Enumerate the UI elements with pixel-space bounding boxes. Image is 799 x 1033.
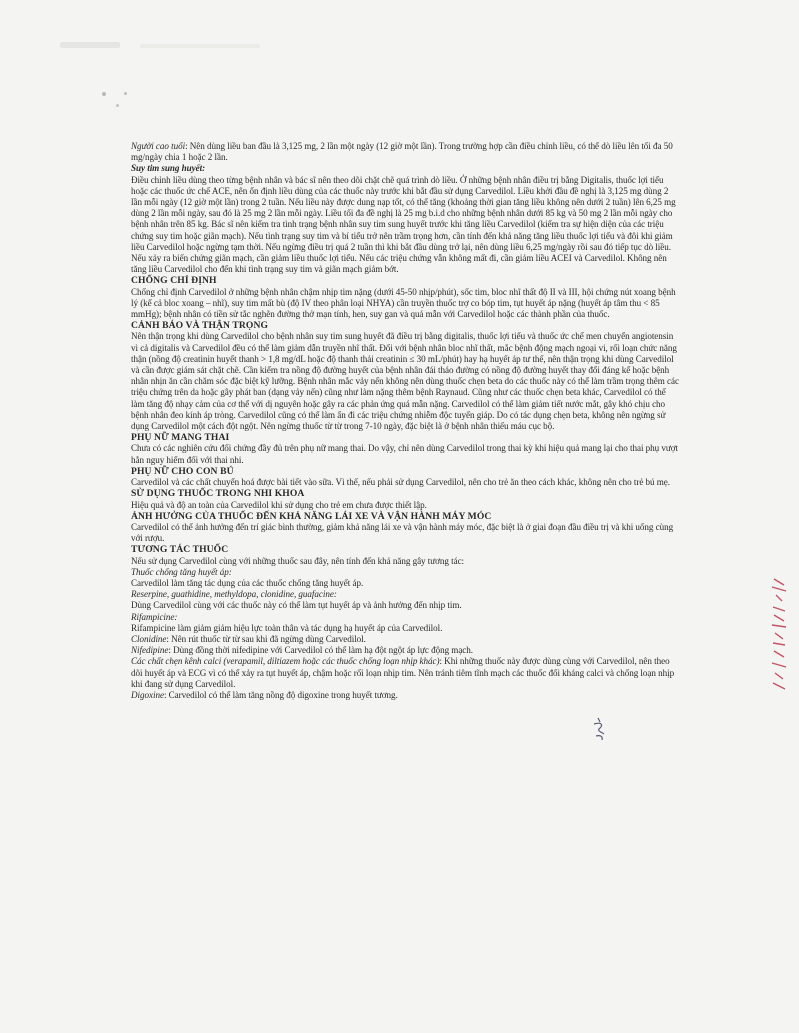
interaction-item bbox=[131, 690, 679, 701]
heart-failure-paragraph: Điều chỉnh liều dùng theo từng bệnh nhân và bác sĩ nên theo dõi chặt chẽ quá trình dò liều. Ở những bệnh nhân điều trị bằng Digitalis, thuốc lợi tiểu hoặc các thuốc ức chế ACE, nên ổn định liều dùng của các thuốc này trước khi bắt đầu sử dụng Carvedilol. Liều khởi đầu đề nghị là 3,125 mg dùng 2 lần mỗi ngày (12 giờ một lần) trong 2 tuần. Nếu liều này được dung nạp tốt, có thể tăng (khoảng thời gian tăng liều không nên dưới 2 tuần) lên 6,25 mg dùng 2 lần mỗi ngày, sau đó là 25 mg 2 lần mỗi ngày. Liều tối đa đề nghị là 25 mg b.i.d cho những bệnh nhân dưới 85 kg và 50 mg 2 lần mỗi ngày cho bệnh nhân trên 85 kg. Bác sĩ nên kiểm tra tình trạng bệnh nhân suy tim sung huyết trước khi tăng liều Carvedilol (kiểm tra sự hiện diện của các triệu chứng suy tim hoặc giãn mạch). Nếu tình trạng suy tim và bí tiểu trở nên trầm trọng hơn, cần tính đến khả năng tăng liều thuốc lợi tiểu và đôi khi giảm liều Carvedilol hoặc ngừng tạm thời. Nếu ngừng điều trị quá 2 tuần thì khi bắt đầu dùng trở lại, nên dùng liều 6,25 mg/ngày rồi sau đó tiếp tục dò liều. Nếu xảy ra biến chứng giãn mạch, cần giảm liều thuốc lợi tiểu. Nếu các triệu chứng vẫn không mất đi, cần giảm liều ACEI và Carvedilol. Không nên tăng liều Carvedilol cho đến khi tình trạng suy tim và giãn mạch giảm bớt. bbox=[131, 174, 676, 275]
warnings-heading: CẢNH BÁO VÀ THẬN TRỌNG bbox=[131, 320, 269, 332]
pediatrics-paragraph: Hiệu quả và độ an toàn của Carvedilol khi sử dụng cho trẻ em chưa được thiết lập. bbox=[131, 499, 427, 510]
red-stamp bbox=[768, 575, 790, 695]
interaction-label: Nifedipine bbox=[131, 645, 169, 656]
interaction-item bbox=[131, 578, 679, 589]
elderly-text: : Nên dùng liều ban đầu là 3,125 mg, 2 lần một ngày (12 giờ một lần). Trong trường hợp cần điều chỉnh liều, có thể dò liều lên tối đa 50 mg/ngày chia 1 hoặc 2 lần. bbox=[131, 141, 673, 163]
driving-heading: ẢNH HƯỞNG CỦA THUỐC ĐẾN KHẢ NĂNG LÁI XE VÀ VẬN HÀNH MÁY MÓC bbox=[131, 510, 492, 522]
breastfeeding-heading: PHỤ NỮ CHO CON BÚ bbox=[131, 465, 234, 477]
interaction-label: Rifampicine: bbox=[131, 611, 178, 622]
interaction-label: Reserpine, guathidine, methyldopa, clonidine, guafacine: bbox=[131, 589, 337, 600]
handwritten-initial bbox=[588, 716, 610, 742]
document-body bbox=[131, 141, 679, 701]
interaction-label: Thuốc chống tăng huyết áp: bbox=[131, 566, 232, 577]
heart-failure-heading: Suy tim sung huyết: bbox=[131, 163, 206, 174]
elderly-dosage bbox=[131, 141, 679, 163]
scan-artifact bbox=[124, 92, 127, 95]
interactions-intro: Nếu sử dụng Carvedilol cùng với những thuốc sau đây, nên tính đến khả năng gây tương tác: bbox=[131, 555, 465, 566]
interactions-heading: TƯƠNG TÁC THUỐC bbox=[131, 544, 229, 556]
interaction-label: Các chất chẹn kênh calci (verapamil, diltiazem hoặc các thuốc chống loạn nhịp khác) bbox=[131, 656, 440, 667]
interaction-item bbox=[131, 567, 679, 578]
contraindications-paragraph: Chống chỉ định Carvedilol ở những bệnh nhân chậm nhịp tim nặng (dưới 45-50 nhịp/phút), sốc tim, bloc nhĩ thất độ II và III, hội chứng nút xoang bệnh lý (kể cả bloc xoang – nhĩ), suy tim mất bù (độ IV theo phân loại NHYA) cần truyền thuốc trợ co bóp tim, tụt huyết áp nặng (huyết áp tâm thu < 85 mmHg); bệnh nhân có tiền sử tắc nghẽn đường thở mạn tính, hen, suy gan và quá mẫn với Carvedilol hoặc các thành phần của thuốc. bbox=[131, 286, 676, 320]
interaction-text: Rifampicine làm giảm giảm hiệu lực toàn thân và tác dụng hạ huyết áp của Carvedilol. bbox=[131, 622, 443, 633]
pregnancy-heading: PHỤ NỮ MANG THAI bbox=[131, 432, 230, 444]
interaction-item bbox=[131, 612, 679, 623]
interaction-text: Carvedilol làm tăng tác dụng của các thuốc chống tăng huyết áp. bbox=[131, 577, 364, 588]
interaction-label: Clonidine bbox=[131, 633, 167, 644]
warnings-paragraph: Nên thận trọng khi dùng Carvedilol cho bệnh nhân suy tim sung huyết đã điều trị bằng digitalis, thuốc lợi tiểu và thuốc ức chế men chuyển angiotensin vì cả digitalis và Carvedilol đều có thể làm giảm dẫn truyền nhĩ thất. Đối với bệnh nhân bloc nhĩ thất, mắc bệnh động mạch ngoại vi, rối loạn chức năng thận (nồng độ creatinin huyết thanh > 1,8 mg/dL hoặc độ thanh thải creatinin ≤ 30 mL/phút) hay hạ huyết áp tư thế, nên thận trọng khi dùng Carvedilol và cần được giám sát chặt chẽ. Cần kiểm tra nồng độ đường huyết của bệnh nhân đái tháo đường có nồng độ đường huyết thay đổi đáng kể hoặc bệnh nhân nhịn ăn cần chăm sóc đặc biệt kỹ lưỡng. Bệnh nhân mắc vảy nến không nên dùng thuốc chẹn beta do các thuốc này có thể làm trầm trọng thêm các triệu chứng trên da hoặc gây phát ban (dạng vảy nến) cũng như làm nặng thêm bệnh Raynaud. Cũng như các thuốc chẹn beta khác, Carvedilol có thể làm tăng độ nhạy cảm của cơ thể với dị nguyên hoặc gây ra các phản ứng quá mẫn nặng. Carvedilol có thể làm giảm tiết nước mắt, gây khó chịu cho bệnh nhân đeo kính áp tròng. Carvedilol cũng có thể làm ẩn đi các triệu chứng nhiễm độc tuyến giáp. Do có tác dụng chẹn beta, không nên ngừng sử dụng Carvedilol một cách đột ngột. Nên ngừng thuốc từ từ trong 7-10 ngày, đặc biệt là ở bệnh nhân thiếu máu cục bộ. bbox=[131, 331, 679, 432]
elderly-label: Người cao tuổi bbox=[131, 141, 186, 151]
pregnancy-paragraph: Chưa có các nghiên cứu đối chứng đầy đủ trên phụ nữ mang thai. Do vậy, chỉ nên dùng Carvedilol trong thai kỳ khi hiệu quả mang lại cho thai phụ vượt hẳn nguy hiểm đối với thai nhi. bbox=[131, 443, 679, 465]
interaction-item bbox=[131, 656, 679, 690]
driving-paragraph: Carvedilol có thể ảnh hưởng đến trí giác bình thường, giảm khả năng lái xe và vận hành máy móc, đặc biệt là ở giai đoạn đầu điều trị và khi uống cùng với rượu. bbox=[131, 521, 674, 544]
scan-artifact bbox=[102, 92, 106, 96]
breastfeeding-paragraph: Carvedilol và các chất chuyển hoá được bài tiết vào sữa. Vì thế, nếu phải sử dụng Carvedilol, nên cho trẻ ăn theo cách khác, không nên cho trẻ bú mẹ. bbox=[131, 477, 670, 488]
interaction-item bbox=[131, 623, 679, 634]
scan-artifact bbox=[116, 104, 119, 107]
scan-artifact bbox=[60, 42, 120, 48]
interaction-item bbox=[131, 600, 679, 611]
scan-artifact bbox=[140, 44, 260, 48]
interaction-item bbox=[131, 645, 679, 656]
interaction-text: : Khi những thuốc này được dùng cùng với Carvedilol, nên theo dõi huyết áp và ECG vì có thể xảy ra tụt huyết áp, chậm hoặc rối loạn nhịp tim. Nên tránh tiêm tĩnh mạch các thuốc đối kháng calci và chống loạn nhịp khi đang sử dụng Carvedilol. bbox=[131, 656, 675, 689]
interaction-text: : Dùng đồng thời nifedipine với Carvedilol có thể làm hạ đột ngột áp lực động mạch. bbox=[168, 645, 474, 656]
contraindications-heading: CHỐNG CHỈ ĐỊNH bbox=[131, 275, 217, 287]
interaction-item bbox=[131, 634, 679, 645]
interaction-text: : Carvedilol có thể làm tăng nồng độ digoxine trong huyết tương. bbox=[163, 689, 398, 700]
interaction-text: Dùng Carvedilol cùng với các thuốc này có thể làm tụt huyết áp và ảnh hưởng đến nhịp tim. bbox=[131, 600, 462, 611]
interaction-item bbox=[131, 589, 679, 600]
interaction-text: : Nên rút thuốc từ từ sau khi đã ngừng dùng Carvedilol. bbox=[166, 633, 366, 644]
interaction-label: Digoxine bbox=[131, 689, 164, 700]
pediatrics-heading: SỬ DỤNG THUỐC TRONG NHI KHOA bbox=[131, 488, 305, 500]
